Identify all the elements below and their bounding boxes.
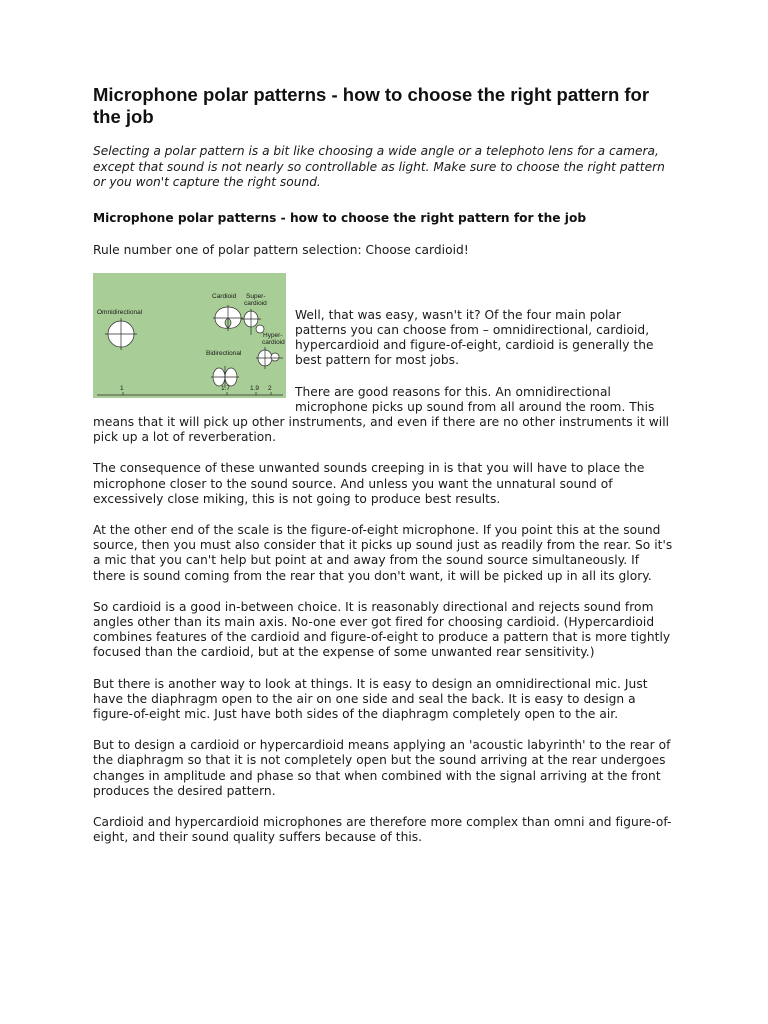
scale-tick-1-9: 1.9 [250, 384, 260, 392]
paragraph-4: At the other end of the scale is the figure-of-eight microphone. If you point this at the sound source, then you must also consider that it picks up sound just as readily from the rear. So it's a mic that you can't help but point at and away from the sound source simultaneously. If there is sound coming from the rear that you don't want, it will be picked up in all its glory. [93, 522, 673, 583]
label-supercardioid-2: cardioid [244, 299, 267, 307]
scale-tick-2: 2 [268, 384, 272, 392]
article [93, 84, 673, 845]
label-bidirectional: Bidirectional [206, 349, 242, 357]
polar-pattern-svg [93, 273, 286, 398]
paragraph-6: But there is another way to look at things. It is easy to design an omnidirectional mic. Just have the diaphragm open to the air on one side and seal the back. It is easy to design a figure-of-eight mic. Just have both sides of the diaphragm completely open to the air. [93, 676, 648, 721]
paragraph-8: Cardioid and hypercardioid microphones are therefore more complex than omni and figure-of-eight, and their sound quality suffers because of this. [93, 814, 672, 845]
article-title: Microphone polar patterns - how to choose the right pattern for the job [93, 84, 650, 127]
label-supercardioid-1: Super- [246, 292, 266, 300]
polar-pattern-diagram [93, 273, 286, 398]
label-omnidirectional: Omnidirectional [97, 308, 143, 316]
label-hypercardioid-2: cardioid [262, 338, 285, 346]
directivity-scale [97, 392, 283, 395]
paragraph-1: Well, that was easy, wasn't it? Of the four main polar patterns you can choose from – omnidirectional, cardioid, hypercardioid and figure-of-eight, cardioid is generally the best pattern for most jobs. [295, 307, 654, 368]
scale-tick-1: 1 [120, 384, 124, 392]
rule-paragraph: Rule number one of polar pattern selection: Choose cardioid! [93, 242, 469, 257]
figure-block [93, 273, 673, 446]
paragraph-5: So cardioid is a good in-between choice. It is reasonably directional and rejects sound from angles other than its main axis. No-one ever got fired for choosing cardioid. (Hypercardioid combines features of the cardioid and figure-of-eight to produce a pattern that is more tightly focused than the cardioid, but at the expense of some unwanted rear sensitivity.) [93, 599, 671, 660]
paragraph-2: There are good reasons for this. An omnidirectional microphone picks up sound from all around the room. This means that it will pick up other instruments, and even if there are no other instruments it will pick up a lot of reverberation. [93, 384, 670, 445]
paragraph-7: But to design a cardioid or hypercardioid means applying an 'acoustic labyrinth' to the rear of the diaphragm so that it is not completely open but the sound arriving at the rear undergoes changes in amplitude and phase so that when combined with the signal arriving at the front produces the desired pattern. [93, 738, 671, 798]
label-hypercardioid-1: Hyper- [263, 331, 283, 339]
article-subtitle: Microphone polar patterns - how to choose the right pattern for the job [93, 210, 587, 225]
scale-tick-1-7: 1.7 [221, 384, 231, 392]
article-intro: Selecting a polar pattern is a bit like choosing a wide angle or a telephoto lens for a camera, except that sound is not nearly so controllable as light. Make sure to choose the right pattern or you won't capture the right sound. [93, 144, 665, 189]
paragraph-3: The consequence of these unwanted sounds creeping in is that you will have to place the microphone closer to the sound source. And unless you want the unnatural sound of excessively close miking, this is not going to produce best results. [93, 461, 645, 506]
label-cardioid: Cardioid [212, 292, 237, 300]
